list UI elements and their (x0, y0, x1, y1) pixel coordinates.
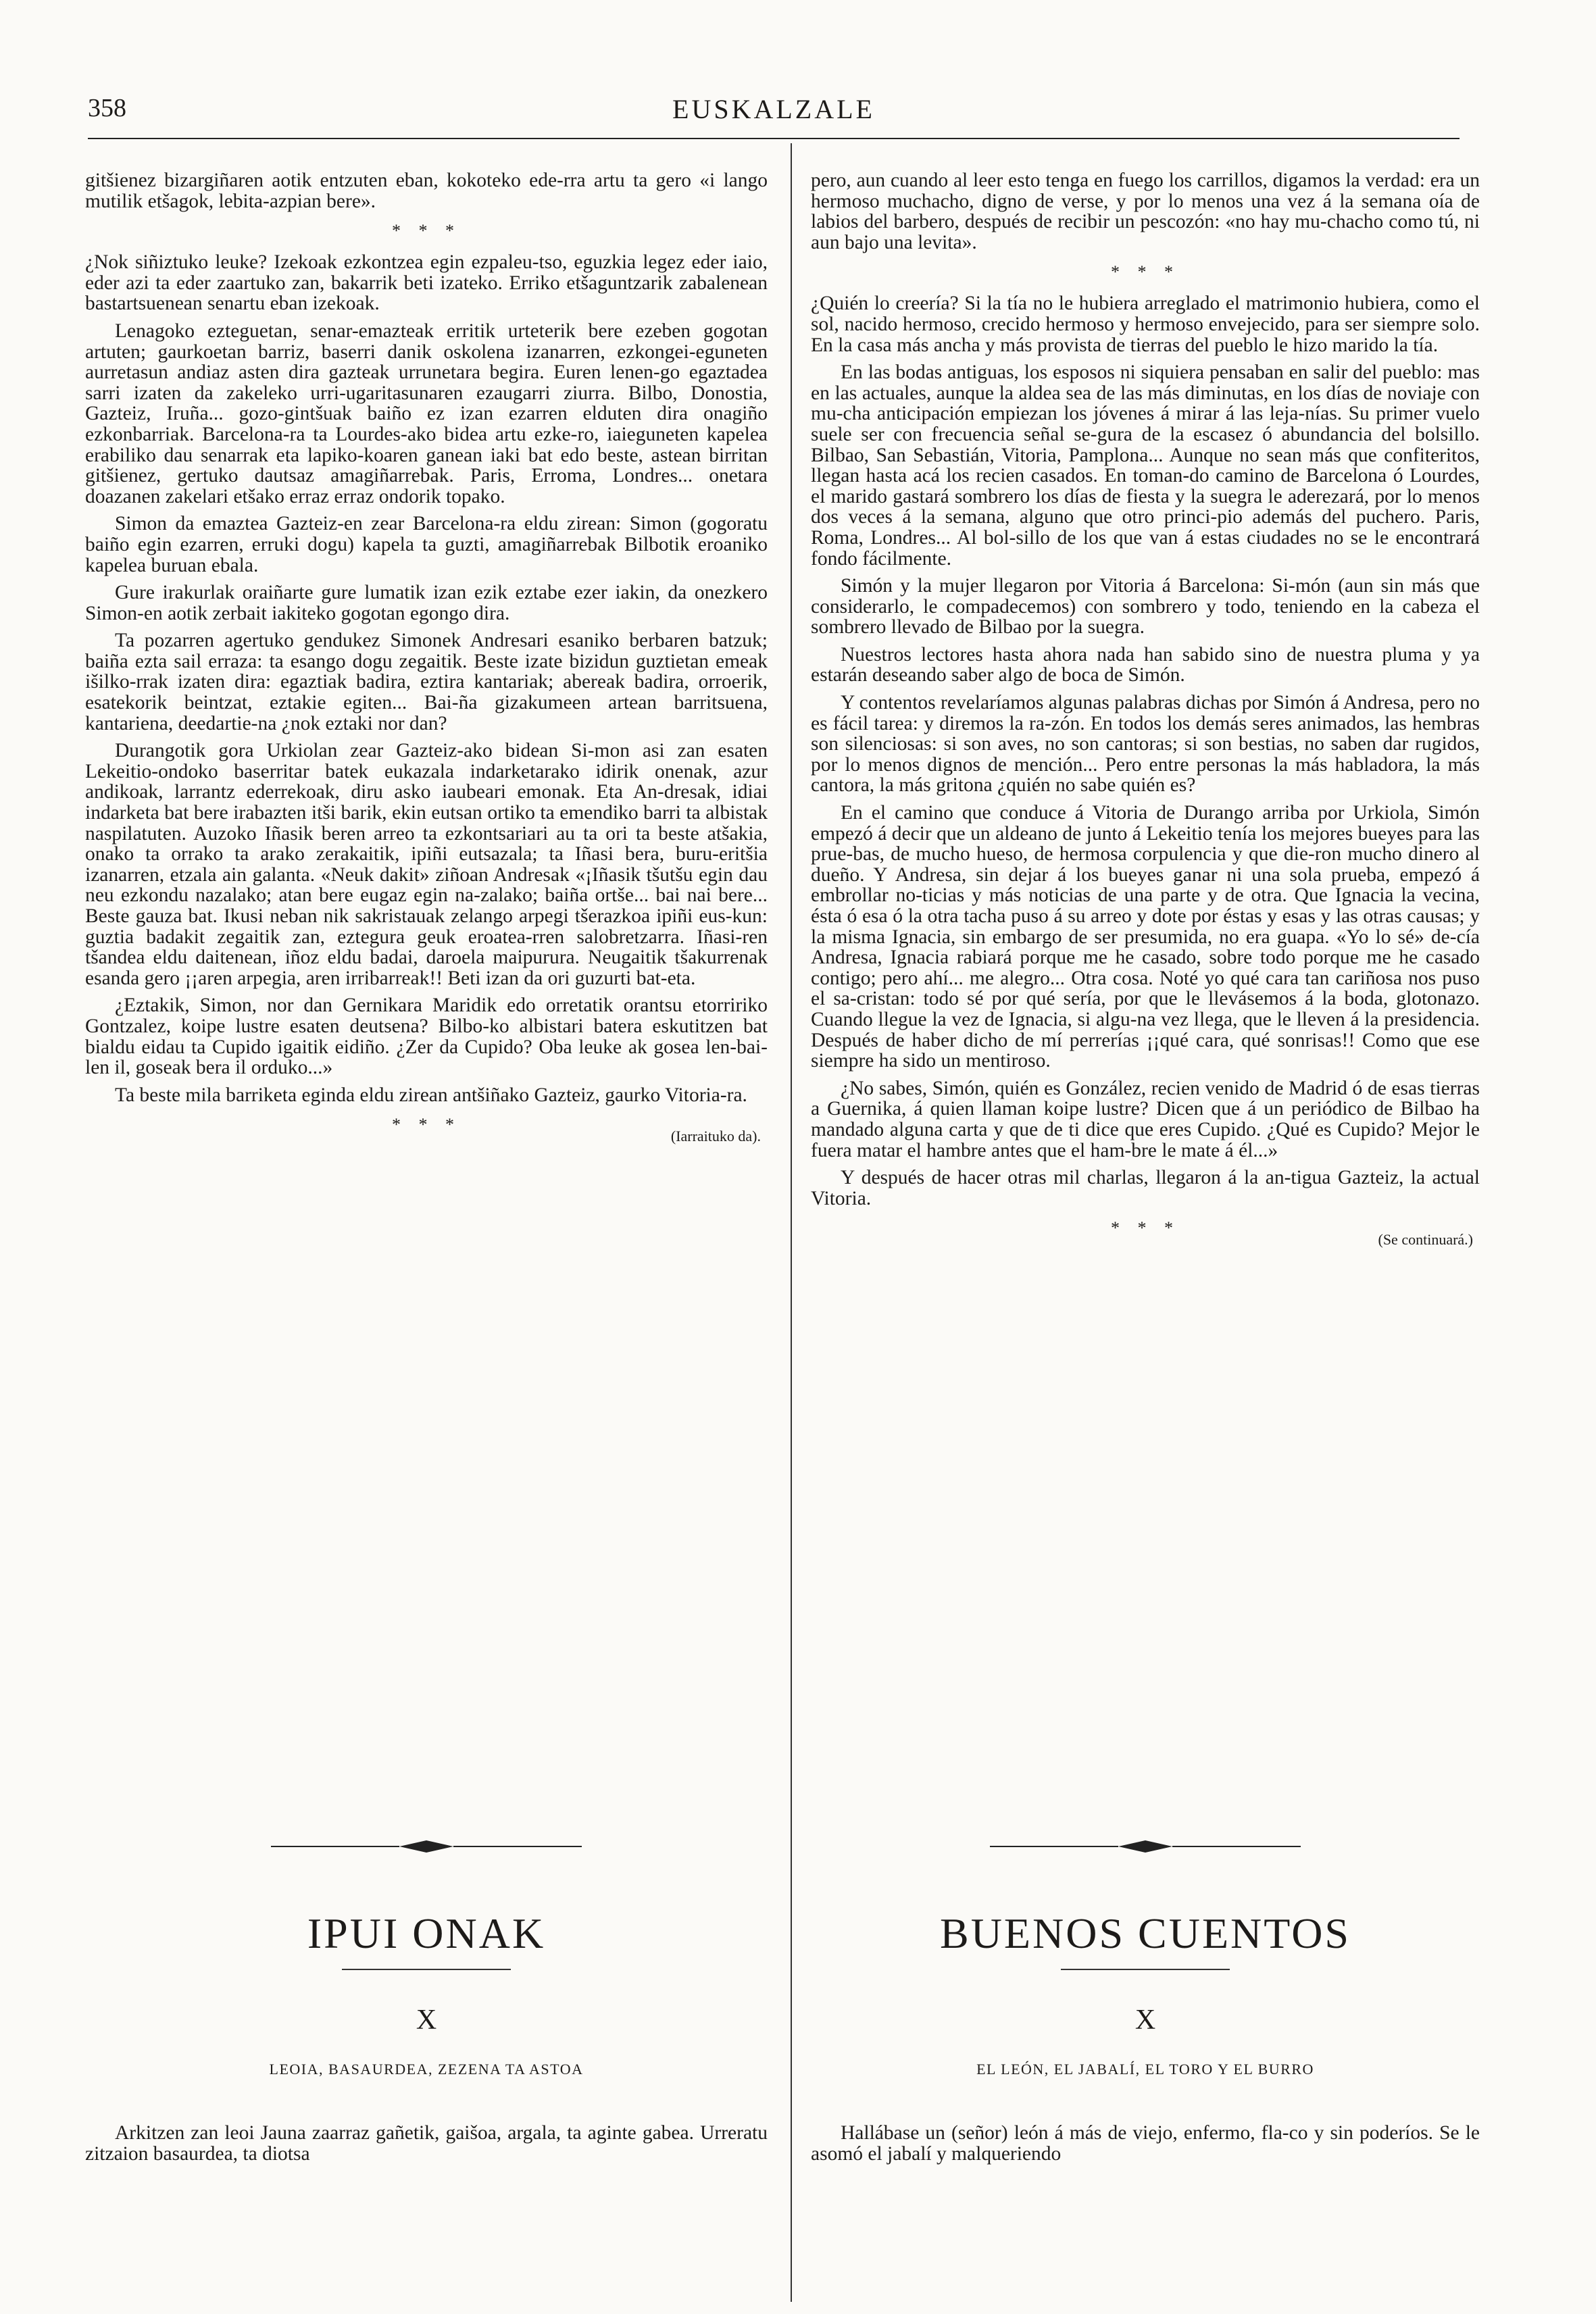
to-be-continued-note: (Se continuará.) (1378, 1231, 1473, 1249)
left-column-basque (85, 170, 768, 1146)
ornament-divider (990, 1836, 1301, 1857)
section-break-stars: * * * (1111, 262, 1180, 282)
story-text: Hallábase un (señor) león á más de viejo, enfermo, fla-co y sin poderíos. Se le asomó el jabalí y malqueriendo (811, 2122, 1480, 2165)
story-number: X (1134, 2005, 1156, 2036)
page-number: 358 (88, 94, 126, 122)
section-break-stars: * * * (392, 221, 461, 241)
paragraph: Durangotik gora Urkiolan zear Gazteiz-ako bidean Si-mon asi zan esaten Lekeitio-ondoko baserritar batek eukazala indarketarako idirik onenak, azur andikoak, larrantz ederrekoak, diru asko iaubeari emonak. Eta An-dresak, idiai indarketa bat bere irabazten itši barik, ekin eutsan ortiko ta emendiko barri ta albistak naspilatuten. Auzoko Iñasik beren arreo ta ezkontsariari au ta ori ta beste atšakia, onako ta orrako ta arako zerakaitik, ipiñi eutsazala; ta Iñasi bera, buru-eritšia izanarren, etzala ain galanta. «Neuk dakit» ziñoan Andresak «¡Iñasik tšutšu egin dau neu ezkondu nazalako; atan bere eugaz egin na-zalako; baiña ortše... bai nai bere... Beste gauza bat. Ikusi neban nik sakristauak zelango arpegi tšerazkoa ipiñi eus-kun: guztia badakit zegaitik zan, eztegura geuk eroatea-rren salobretzarra. Iñasi-ren tšandea eldu daitenean, iñoz eldu badai, daroela maipurura. Neugaitik tšakurrenak esanda gero ¡¡aren arpegia, aren irribarreak!! Beti izan da ori guzurti bat-eta. (85, 740, 768, 989)
paragraph: Y contentos revelaríamos algunas palabras dichas por Simón á Andresa, pero no es fácil tarea: y diremos la ra-zón. En todos los demás seres animados, las hembras son silenciosas: si son aves, no son cantoras; si son bestias, no saben dar rugidos, por lo menos dignos de mención... Pero entre personas la más habladora, la más cantora, la más gritona ¿quién no sabe quién es? (811, 692, 1480, 797)
paragraph: Simón y la mujer llegaron por Vitoria á Barcelona: Si-món (aun sin más que considerarlo, le compadecemos) con sombrero y todo, teniendo en la cabeza el sombrero llevado de Bilbao por la suegra. (811, 575, 1480, 638)
story-title: BUENOS CUENTOS (940, 1909, 1351, 1957)
paragraph: pero, aun cuando al leer esto tenga en fuego los carrillos, digamos la verdad: era un hermoso muchacho, digno de verse, y por lo menos una vez á la semana oía de labios del barbero, después de recibir un pescozón: «no hay mu-chacho como tú, ni aun bajo una levita». (811, 170, 1480, 253)
paragraph: ¿Nok siñiztuko leuke? Izekoak ezkontzea egin ezpaleu-tso, eguzkia legez eder iaio, eder azi ta eder zaartuko zan, bakarrik beti izateko. Erriko etšaguntzarik zabalenean bastartsuenean senartu eban izekoak. (85, 251, 768, 315)
story-block-spanish (811, 1836, 1480, 2165)
paragraph: Y después de hacer otras mil charlas, llegaron á la an-tigua Gazteiz, la actual Vitoria. (811, 1167, 1480, 1209)
paragraph: Ta pozarren agertuko gendukez Simonek Andresari esaniko berbaren batzuk; baiña ezta sail erraza: ta esango dogu zegaitik. Beste izate bizidun guztietan emeak išilko-rrak izaten dira: egaztiak badira, eztira kantariak; abereak badira, orroerik, esatekorik beintzat, eztakie egiten... Bai-ña gizakumeen artean barritsuena, kantariena, deedartie-na ¿nok eztaki nor dan? (85, 630, 768, 734)
story-text: Arkitzen zan leoi Jauna zaarraz gañetik, gaišoa, argala, ta aginte gabea. Urreratu zitzaion basaurdea, ta diotsa (85, 2122, 768, 2165)
title-rule (1061, 1969, 1230, 1970)
paragraph: Simon da emaztea Gazteiz-en zear Barcelona-ra eldu zirean: Simon (gogoratu baiño egin ezarren, erruki dogu) kapela ta guzti, amagiñarrebak Bilbotik eroaniko kapelea buruan ebala. (85, 513, 768, 576)
right-column-spanish (811, 170, 1480, 1249)
paragraph: Nuestros lectores hasta ahora nada han sabido sino de nuestra pluma y ya estarán deseando saber algo de boca de Simón. (811, 643, 1480, 686)
running-title: EUSKALZALE (672, 94, 875, 124)
title-rule (342, 1969, 511, 1970)
story-block-basque (85, 1836, 768, 2165)
paragraph: Ta beste mila barriketa eginda eldu zirean antšiñako Gazteiz, gaurko Vitoria-ra. (115, 1084, 747, 1106)
paragraph: Lenagoko ezteguetan, senar-emazteak erritik urteterik bere ezeben gogotan artuten; gaurkoetan barriz, baserri danik oskolena izanarren, ezkongei-eguneten aurretasun andiaz asten dira gazteak urrunetara begira. Euren lenen-go egaztadea sarri izaten da zakeleko urri-ugaritasunaren ezaugarri ziurra. Bilbo, Donostia, Gazteiz, Iruña... gozo-gintšuak baiño ez izan ezarren elduten dira onagiño ezkonbarriak. Barcelona-ra ta Lourdes-ako bidea artu ezke-ro, iaieguneten kapelea erabiliko dau senarrak eta lapiko-koaren ganean iaki bat edo beste, astean birritan gitšienez, gertuko dautsaz amagiñarrebak. Paris, Erroma, Londres... onetara doazanen zakelari etšako erraz erraz ondorik topako. (85, 320, 768, 507)
section-break-stars: * * * (392, 1115, 461, 1135)
paragraph: ¿Eztakik, Simon, nor dan Gernikara Maridik edo orretatik orantsu etorririko Gontzalez, koipe lustre esaten deutsena? Bilbo-ko albistari batera eskutitzen bat bialdu eidau ta Cupido igaitik eidiño. ¿Zer da Cupido? Oba leuke ak gosea len-bai-len il, goseak bera il orduko...» (85, 995, 768, 1079)
to-be-continued-note: (Iarraituko da). (670, 1128, 761, 1145)
page-header (88, 93, 1460, 134)
paragraph: ¿No sabes, Simón, quién es González, recien venido de Madrid ó de esas tierras a Guernika, á quien llaman koipe lustre? Dicen que á un periódico de Bilbao ha mandado alguna carta y que de ti dice que eres Cupido. ¿Qué es Cupido? Mejor le fuera matar el hambre antes que el ham-bre le mate á él...» (811, 1077, 1480, 1161)
story-subtitle: EL LEÓN, EL JABALÍ, EL TORO Y EL BURRO (976, 2061, 1314, 2078)
story-number: X (416, 2005, 437, 2036)
paragraph: En el camino que conduce á Vitoria de Durango arriba por Urkiola, Simón empezó á decir que un aldeano de junto á Lekeitio tenía los mejores bueyes para las prue-bas, de mucho hueso, de hermosa corpulencia y que die-ron mucho dinero al dueño. Y Andresa, sin dejar á los bueyes ganar ni una sola prueba, empezó á embrollar no-ticias y más noticias de una parte y de otra. Que Ignacia la vecina, ésta ó esa ó la otra tacha puso á su arreo y dote por éstas y esas y las otras causas; y la misma Ignacia, sin embargo de ser presumida, no era guapa. «Yo lo sé» de-cía Andresa, Ignacia rabiará porque me he casado, sobre todo porque me he casado contigo; pero ahí... me alegro... Otra cosa. Noté yo qué cara tan cariñosa nos puso el sa-cristan: todo sé por qué sería, por que le llevásemos á la boda, glotonazo. Cuando llegue la vez de Ignacia, si algu-na vez llega, que le lleven á la presidencia. Después de haber dicho de mí perrerías ¡¡qué cara, qué sonrisas!! Como que ese siempre ha sido un mentiroso. (811, 802, 1480, 1072)
story-subtitle: LEOIA, BASAURDEA, ZEZENA TA ASTOA (269, 2061, 584, 2078)
paragraph: Gure irakurlak oraiñarte gure lumatik izan ezik eztabe ezer iakin, da onezkero Simon-en aotik zerbait iakiteko gogotan egongo dira. (85, 582, 768, 624)
column-divider (791, 143, 792, 2302)
story-title: IPUI ONAK (307, 1909, 546, 1957)
paragraph: gitšienez bizargiñaren aotik entzuten eban, kokoteko ede-rra artu ta gero «i lango mutilik etšagok, lebita-azpian bere». (85, 170, 768, 212)
paragraph: ¿Quién lo creería? Si la tía no le hubiera arreglado el matrimonio hubiera, como el sol, nacido hermoso, crecido hermoso y hermoso envejecido, para ser siempre solo. En la casa más ancha y más provista de tierras del pueblo le hizo marido la tía. (811, 293, 1480, 356)
ornament-divider (271, 1836, 582, 1857)
paragraph: En las bodas antiguas, los esposos ni siquiera pensaban en salir del pueblo: mas en las actuales, aunque la aldea sea de las más diminutas, en los días de noviaje con mu-cha anticipación empiezan los jóvenes á mirar á las leja-nías. Su primer vuelo suele ser con frecuencia señal se-gura de la escasez ó abundancia del bolsillo. Bilbao, San Sebastián, Vitoria, Pamplona... Aunque no sean más que confiteritos, llegan hasta acá los recien casados. En toman-do camino de Barcelona ó Lourdes, el marido gastará sombrero los días de fiesta y la suegra le aderezará, por lo menos dos veces á la semana, alguno que otro princi-pio además del puchero. Paris, Roma, Londres... Al bol-sillo de los que van á estas ciudades no se le encontrará fondo fácilmente. (811, 361, 1480, 570)
section-break-stars: * * * (1111, 1218, 1180, 1238)
header-rule (88, 138, 1460, 139)
